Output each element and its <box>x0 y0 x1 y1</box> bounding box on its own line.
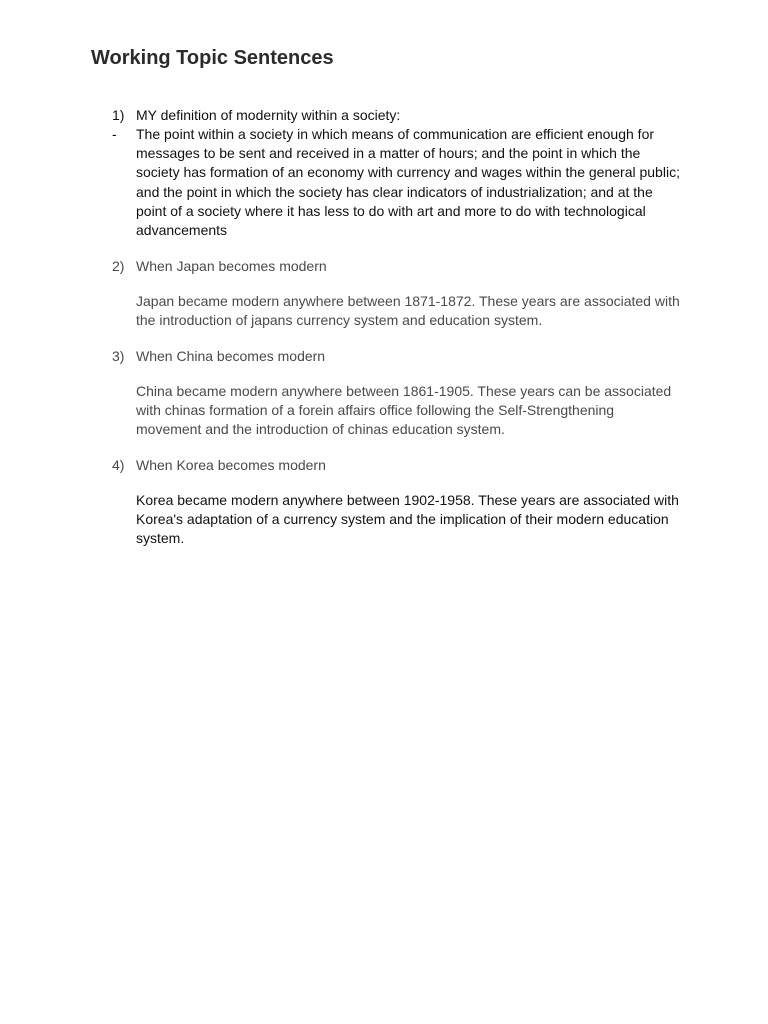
list-number-3: 3) <box>112 348 125 364</box>
list-number-1: 1) <box>112 107 125 123</box>
list-heading-4: When Korea becomes modern <box>136 457 326 473</box>
page-title: Working Topic Sentences <box>91 47 334 69</box>
bullet-dash: - <box>112 126 117 142</box>
list-body-1: The point within a society in which means of communication are efficient enough for messages to be sent and received in a matter of hours; and the point in which the society has formation of an economy with currency and wages within the general public; and the point in which the society has clear indicators of industrialization; and at the point of a society where it has less to do with art and more to do with technological advancements <box>136 126 680 239</box>
list-body-2: Japan became modern anywhere between 1871-1872. These years are associated with the introduction of japans currency system and education system. <box>136 293 680 329</box>
list-number-4: 4) <box>112 457 125 473</box>
list-heading-2: When Japan becomes modern <box>136 258 327 274</box>
list-number-2: 2) <box>112 258 125 274</box>
list-heading-3: When China becomes modern <box>136 348 326 364</box>
list-body-4: Korea became modern anywhere between 1902-1958. These years are associated with Korea's adaptation of a currency system and the implication of their modern education system. <box>136 492 679 547</box>
list-body-3: China became modern anywhere between 1861-1905. These years can be associated with chinas formation of a forein affairs office following the Self-Strengthening movement and the introduction of chinas education system. <box>136 383 672 438</box>
list-heading-1: MY definition of modernity within a society: <box>136 107 401 123</box>
